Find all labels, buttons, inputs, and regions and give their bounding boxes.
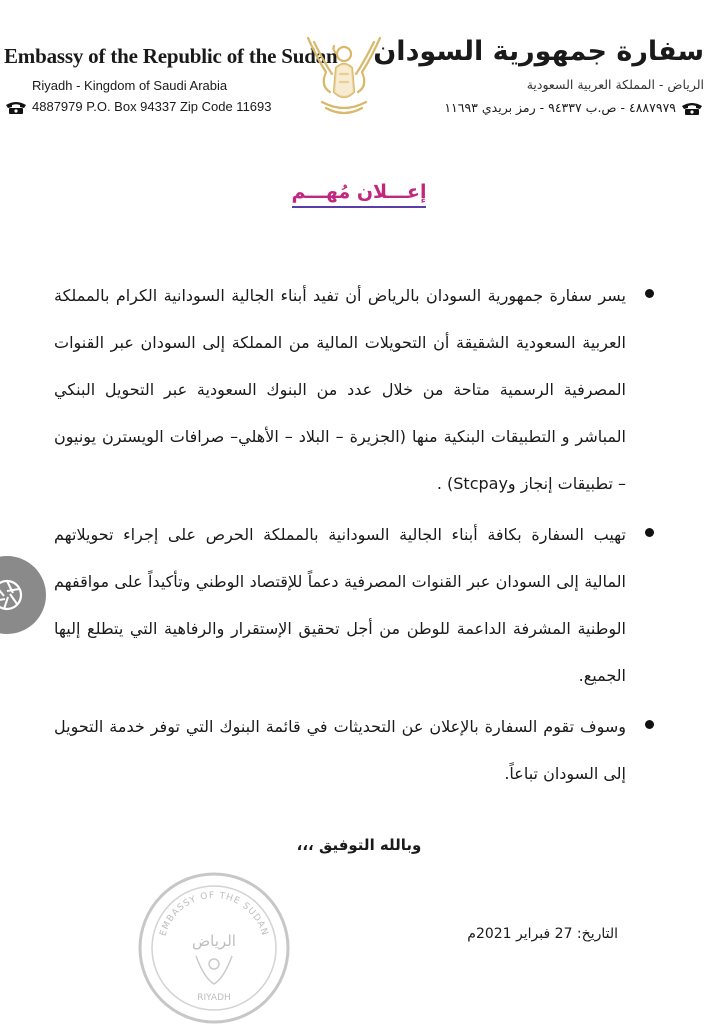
announcement-title-text: إعـــلان مُهـــم bbox=[292, 181, 427, 208]
bullet-item bbox=[54, 511, 658, 699]
svg-text:الرياض: الرياض bbox=[192, 932, 236, 950]
header-english bbox=[4, 44, 338, 114]
contact-text-ar: ٤٨٨٧٩٧٩ - ص.ب ٩٤٣٣٧ - رمز بريدي ١١٦٩٣ bbox=[444, 100, 676, 115]
embassy-stamp-icon bbox=[134, 868, 294, 1028]
contact-text-en: 4887979 P.O. Box 94337 Zip Code 11693 bbox=[32, 99, 272, 114]
svg-text:EMBASSY OF THE SUDAN: EMBASSY OF THE SUDAN bbox=[158, 890, 270, 938]
embassy-contact-en bbox=[4, 99, 279, 114]
announcement-body bbox=[54, 272, 658, 801]
camera-overlay-button[interactable] bbox=[0, 556, 46, 634]
embassy-name-ar: سفارة جمهورية السودان bbox=[373, 36, 704, 67]
closing-phrase: وبالله التوفيق ،،، bbox=[296, 836, 422, 854]
embassy-city-en: Riyadh - Kingdom of Saudi Arabia bbox=[32, 78, 228, 93]
bullet-dot-icon bbox=[645, 720, 654, 729]
bullet-item bbox=[54, 272, 658, 507]
announcement-title bbox=[0, 181, 718, 208]
document-date: التاريخ: 27 فبراير 2021م bbox=[467, 926, 618, 942]
camera-aperture-icon bbox=[0, 578, 24, 612]
bullet-text: تهيب السفارة بكافة أبناء الجالية السودانية بالمملكة الحرص على إجراء تحويلاتهم المالية إلى السودان عبر القنوات المصرفية دعماً للإقتصاد الوطني وتأكيداً على مواقفهم الوطنية المشرفة الداعمة للوطن من أجل تحقيق الإستقرار والرفاهية التي يتطلع إليها الجميع. bbox=[54, 525, 626, 685]
telephone-icon bbox=[680, 101, 704, 115]
embassy-city-ar: الرياض - المملكة العربية السعودية bbox=[526, 77, 704, 92]
bullet-text: وسوف تقوم السفارة بالإعلان عن التحديثات في قائمة البنوك التي توفر خدمة التحويل إلى السودان تباعاً. bbox=[54, 717, 626, 783]
embassy-name-en: Embassy of the Republic of the Sudan bbox=[4, 44, 338, 68]
bullet-text: يسر سفارة جمهورية السودان بالرياض أن تفيد أبناء الجالية السودانية الكرام بالمملكة العربية السعودية الشقيقة أن التحويلات المالية من المملكة إلى السودان عبر القنوات المصرفية الرسمية متاحة من خلال عدد من البنوك السعودية عبر التحويل البنكي المباشر و التطبيقات البنكية منها (الجزيرة – البلاد – الأهلي– صرافات الويسترن يونيون – تطبيقات إنجاز وStcpay) . bbox=[54, 286, 626, 493]
bullet-dot-icon bbox=[645, 528, 654, 537]
bullet-dot-icon bbox=[645, 289, 654, 298]
header-arabic bbox=[373, 36, 704, 115]
svg-text:RIYADH: RIYADH bbox=[197, 993, 231, 1003]
telephone-icon bbox=[4, 100, 28, 114]
bullet-item bbox=[54, 703, 658, 797]
embassy-contact-ar bbox=[414, 100, 704, 115]
